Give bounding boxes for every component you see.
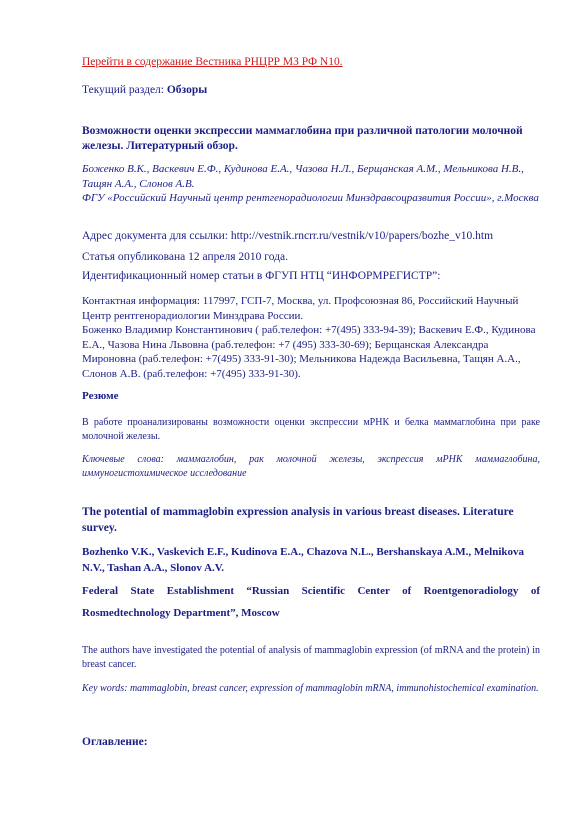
ru-published-date: Статья опубликована 12 апреля 2010 года.: [82, 251, 288, 263]
ru-institution: ФГУ «Российский Научный центр рентгенорадиологии Минздравсоцразвития России», г.Москва: [82, 192, 539, 204]
ru-contact-info: Контактная информация: 117997, ГСП-7, Москва, ул. Профсоюзная 86, Российский Научный Центр рентгенорадиологии Минздрава России.: [82, 295, 519, 322]
ru-document-address: Адрес документа для ссылки: http://vestnik.rncrr.ru/vestnik/v10/papers/bozhe_v10.htm: [82, 230, 494, 242]
ru-contact-persons: Боженко Владимир Константинович ( раб.телефон: +7(495) 333-94-39); Васкевич Е.Ф., Кудинова Е.А., Чазова Нина Львовна (раб.телефон: +7 (495) 333-30-69); Берщанская Александра Мироновна (раб.телефон: +7(495) 333-91-30); Мельникова Надежда Васильевна, Тащян А.А., Слонов А.В. (раб.телефон: +7(495) 333-91-30).: [82, 324, 536, 380]
current-section-label: Текущий раздел:: [82, 84, 164, 96]
en-institution: Federal State Establishment “Russian Scientific Center of Roentgenoradiology of Rosmedtechnology Department”, Moscow: [82, 585, 540, 619]
en-authors: Bozhenko V.K., Vaskevich E.F., Kudinova E.A., Chazova N.L., Bershanskaya A.M., Melnikova N.V., Tashan A.A., Slonov A.V.: [82, 546, 525, 574]
ru-authors: Боженко В.К., Васкевич Е.Ф., Кудинова Е.А., Чазова Н.Л., Берщанская А.М., Мельникова Н.В., Тащян А.А., Слонов А.В.: [82, 163, 524, 190]
current-section: [82, 84, 540, 96]
ru-keywords: Ключевые слова: маммаглобин, рак молочной железы, экспрессия мРНК маммаглобина, иммуногистохимическое исследование: [82, 454, 540, 479]
ru-summary-heading: Резюме: [82, 390, 119, 402]
en-article-title: The potential of mammaglobin expression analysis in various breast diseases. Literature survey.: [82, 506, 514, 534]
current-section-value: Обзоры: [166, 84, 208, 96]
journal-contents-link[interactable]: Перейти в содержание Вестника РНЦРР МЗ РФ N10.: [82, 56, 343, 68]
en-keywords: Key words: mammaglobin, breast cancer, expression of mammaglobin mRNA, immunohistochemical examination.: [82, 683, 539, 694]
ru-summary-text: В работе проанализированы возможности оценки экспрессии мРНК и белка маммаглобина при раке молочной железы.: [82, 417, 540, 442]
en-abstract: The authors have investigated the potential of analysis of mammaglobin expression (of mRNA and the protein) in breast cancer.: [82, 645, 540, 670]
toc-heading: Оглавление:: [82, 736, 148, 748]
ru-id-number: Идентификационный номер статьи в ФГУП НТЦ “ИНФОРМРЕГИСТР”:: [82, 270, 441, 282]
ru-article-title: Возможности оценки экспрессии маммаглобина при различной патологии молочной железы. Литературный обзор.: [82, 125, 523, 152]
